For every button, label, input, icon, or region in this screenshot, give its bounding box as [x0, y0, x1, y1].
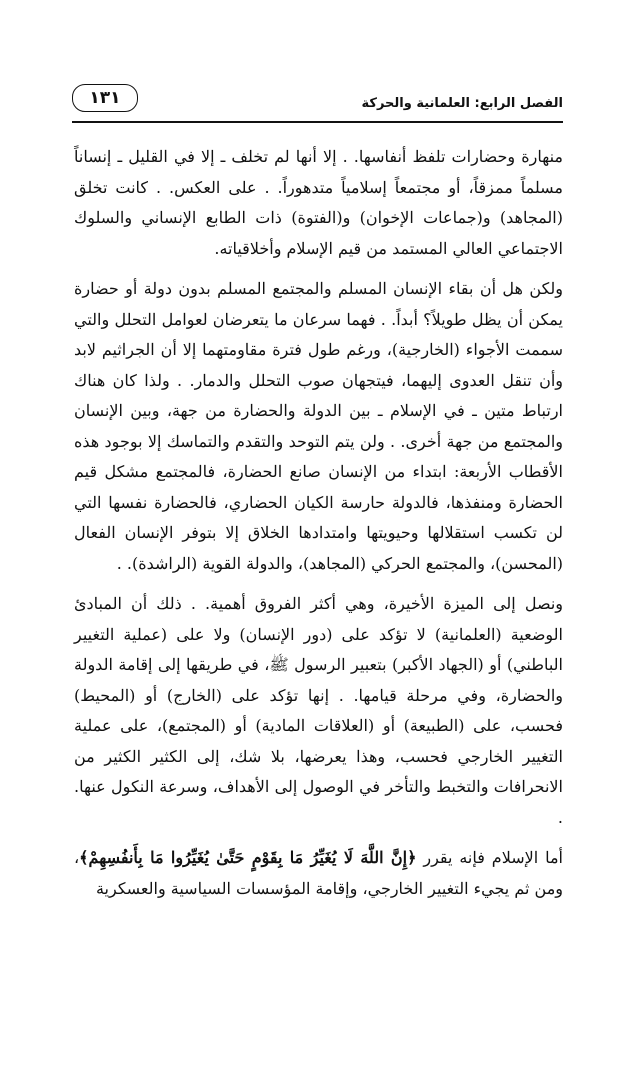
- paragraph-2: ولكن هل أن بقاء الإنسان المسلم والمجتمع المسلم بدون دولة أو حضارة يمكن أن يظل طويلاً؟ أبداً. . فهما سرعان ما يتعرضان لعوامل التحلل والتي سممت الأجواء (الخارجية)، ورغم طول فترة مقاومتهما إلا أن الجراثيم لابد وأن تنقل العدوى إليهما، فيتجهان صوب التحلل والدمار. . ولذا كان هناك ارتباط متين ـ في الإسلام ـ بين الدولة والحضارة من جهة، وبين الإنسان والمجتمع من جهة أخرى. . ولن يتم التوحد والتقدم والتماسك إلا بوجود هذه الأقطاب الأربعة: ابتداء من الإنسان صانع الحضارة، فالمجتمع مشكل قيم الحضارة ومنفذها، فالدولة حارسة الكيان الحضاري، فالحضارة نفسها التي لن تكسب استقلالها وحيويتها وامتدادها الخلاق إلا بتوفر الإنسان الفعال (المحسن)، والمجتمع الحركي (المجاهد)، والدولة القوية (الراشدة). .: [74, 279, 563, 573]
- paragraph-4: [74, 843, 563, 904]
- paragraph-3: ونصل إلى الميزة الأخيرة، وهي أكثر الفروق أهمية. . ذلك أن المبادئ الوضعية (العلمانية) لا تؤكد على (دور الإنسان) ولا على (عملية التغيير الباطني) أو (الجهاد الأكبر) بتعبير الرسول ﷺ، في طريقها إلى إقامة الدولة والحضارة، وفي مرحلة قيامها. . إنها تؤكد على (الخارج) أو (المحيط) فحسب، على (الطبيعة) أو (العلاقات المادية) أو (المجتمع)، على عملية التغيير الخارجي فحسب، وهذا يعرضها، بلا شك، إلى الكثير الكثير من الانحرافات والتخبط والتأخر في الوصول إلى الأهداف، وسرعة النكول عنها. .: [74, 594, 563, 827]
- page-number: ١٣١: [72, 84, 138, 112]
- paragraph-4-tail: ، ومن ثم يجيء التغيير الخارجي، وإقامة المؤسسات السياسية والعسكرية: [74, 848, 563, 898]
- quran-verse: ﴿إِنَّ اللَّهَ لَا يُغَيِّرُ مَا بِقَوْمٍ حَتَّىٰ يُغَيِّرُوا مَا بِأَنفُسِهِمْ﴾: [79, 848, 417, 867]
- body-text: [74, 142, 563, 904]
- page-header: [72, 84, 563, 120]
- paragraph-1: منهارة وحضارات تلفظ أنفاسها. . إلا أنها لم تخلف ـ إلا في القليل ـ إنساناً مسلماً ممزقاً، أو مجتمعاً إسلامياً متدهوراً. . على العكس. . كانت تخلق (المجاهد) و(جماعات الإخوان) و(الفتوة) ذات الطابع الإنساني والسلوك الاجتماعي العالي المستمد من قيم الإسلام وأخلاقياته.: [74, 147, 563, 258]
- chapter-title: الفصل الرابع: العلمانية والحركة: [361, 96, 563, 111]
- header-divider: [72, 121, 563, 123]
- paragraph-4-lead: أما الإسلام فإنه يقرر: [423, 848, 564, 867]
